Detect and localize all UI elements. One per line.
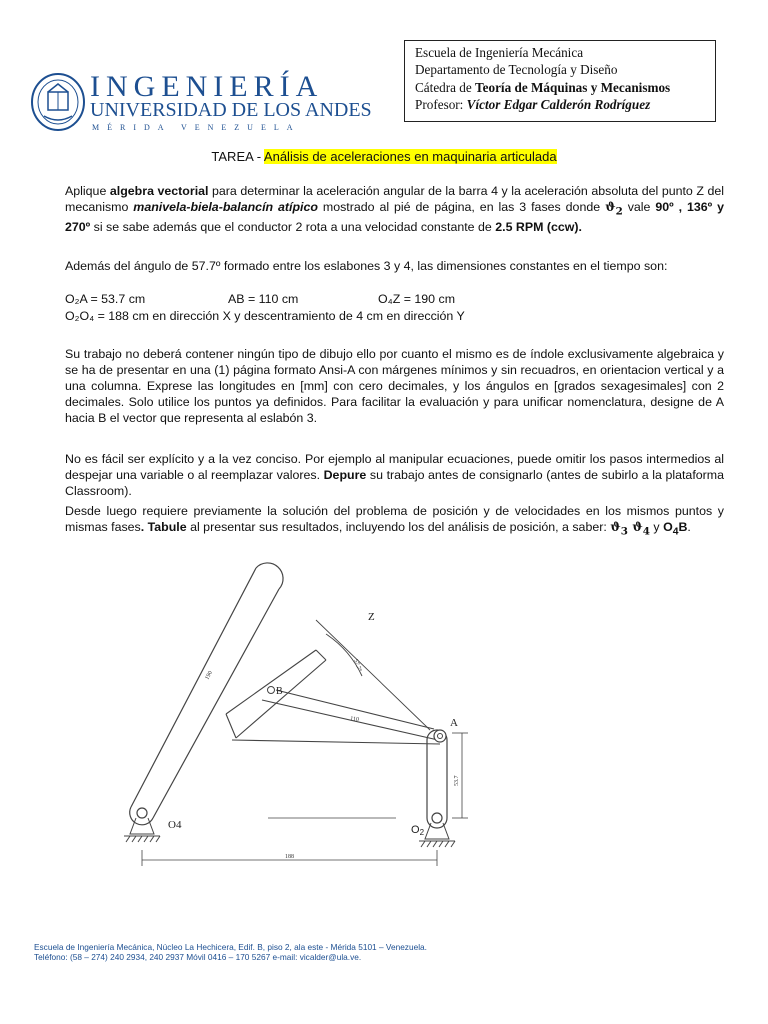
label-b: B <box>276 686 283 697</box>
info-department: Departamento de Tecnología y Diseño <box>415 62 618 78</box>
ground-support-o2 <box>419 823 455 847</box>
university-logo <box>30 66 372 136</box>
logo-title: INGENIERÍA <box>90 70 324 103</box>
dim-label-57: 57.7° <box>352 658 363 673</box>
label-z: Z <box>368 611 375 623</box>
footer-contact: Teléfono: (58 – 274) 240 2934, 240 2937 Móvil 0416 – 170 5267 e-mail: vicalder@ula.ve. <box>34 952 362 962</box>
label-a: A <box>450 717 458 729</box>
dim-label-110: 110 <box>349 716 360 724</box>
paragraph-dimensions-intro: Además del ángulo de 57.7º formado entre los eslabones 3 y 4, las dimensiones constantes en el tiempo son: <box>65 259 668 273</box>
dim-label-190: 190 <box>204 670 214 681</box>
dim-ab: AB = 110 cm <box>228 292 299 306</box>
label-o4: O4 <box>168 819 182 831</box>
paragraph-instructions: Aplique algebra vectorial para determinar la aceleración angular de la barra 4 y la aceleración absoluta del punto Z del mecanismo manivela-biela-balancín atípico mostrado al pié de página, en las 3 fases donde $ϑ_2$ vale 90º , 136º y 270º si se sabe además que el conductor 2 rota a una velocidad constante de 2.5 RPM (ccw). <box>65 184 725 235</box>
pin-b <box>268 687 275 694</box>
assignment-topic: Análisis de aceleraciones en maquinaria articulada <box>263 149 557 164</box>
logo-city: MÉRIDA VENEZUELA <box>92 123 301 132</box>
dim-o2o4: O₂O₄ = 188 cm en dirección X y descentramiento de 4 cm en dirección Y <box>65 309 465 323</box>
info-school: Escuela de Ingeniería Mecánica <box>415 45 584 60</box>
footer-address: Escuela de Ingeniería Mecánica, Núcleo La Hechicera, Edif. B, piso 2, ala este - Mérida 5101 – Venezuela. <box>34 942 427 952</box>
assignment-title: TAREA - Análisis de aceleraciones en maquinaria articulada <box>211 149 557 164</box>
pin-o2 <box>432 813 442 823</box>
label-o2: O2 <box>411 824 425 837</box>
link-3-bar <box>232 690 440 744</box>
university-seal-icon <box>30 72 86 132</box>
pin-a <box>434 730 446 742</box>
info-chair: Cátedra de Teoría de Máquinas y Mecanismos <box>415 79 671 95</box>
mechanism-diagram <box>110 560 530 880</box>
paragraph-format-rules: Su trabajo no deberá contener ningún tipo de dibujo ello por cuanto el mismo es de índole exclusivamente algebraica y se ha de presentar en una (1) página formato Ansi-A con márgenes mínimos y sin recuadros, en orientacion vertical y a una columna. Exprese las longitudes en [mm] con cero decimales, y los ángulos en [grados sexagesimales] con 2 decimales. Solo utilice los puntos ya definidos. Para facilitar la evaluación y para unificar nomenclatura, designe de A hacia B el vector que representa al eslabón 3. <box>65 347 724 425</box>
dim-label-53: 53.7 <box>454 775 460 786</box>
crank-dimension <box>452 733 468 818</box>
link-4-bar <box>130 563 283 825</box>
dim-o2a: O₂A = 53.7 cm <box>65 292 146 306</box>
ground-support-o4 <box>124 818 160 842</box>
info-professor: Profesor: Víctor Edgar Calderón Rodríguez <box>415 97 651 113</box>
department-info-box <box>404 40 716 122</box>
paragraph-prerequisites: Desde luego requiere previamente la solución del problema de posición y de velocidades en los mismos puntos y mismas fases. Tabule al presentar sus resultados, incluyendo los del análisis de posición, a saber: $ϑ_3$ $ϑ_4$ y $O_4B$. <box>65 504 724 538</box>
page-footer <box>34 942 427 962</box>
pin-o4 <box>137 808 147 818</box>
dim-label-188: 188 <box>285 854 294 860</box>
logo-subtitle: UNIVERSIDAD DE LOS ANDES <box>90 99 372 121</box>
dim-o4z: O₄Z = 190 cm <box>378 292 456 306</box>
paragraph-concise: No es fácil ser explícito y a la vez conciso. Por ejemplo al manipular ecuaciones, puede omitir los pasos intermedios al despejar una variable o al reemplazar valores. Depure su trabajo antes de consignarlo (antes de subirlo a la plataforma Classroom). <box>65 452 724 498</box>
